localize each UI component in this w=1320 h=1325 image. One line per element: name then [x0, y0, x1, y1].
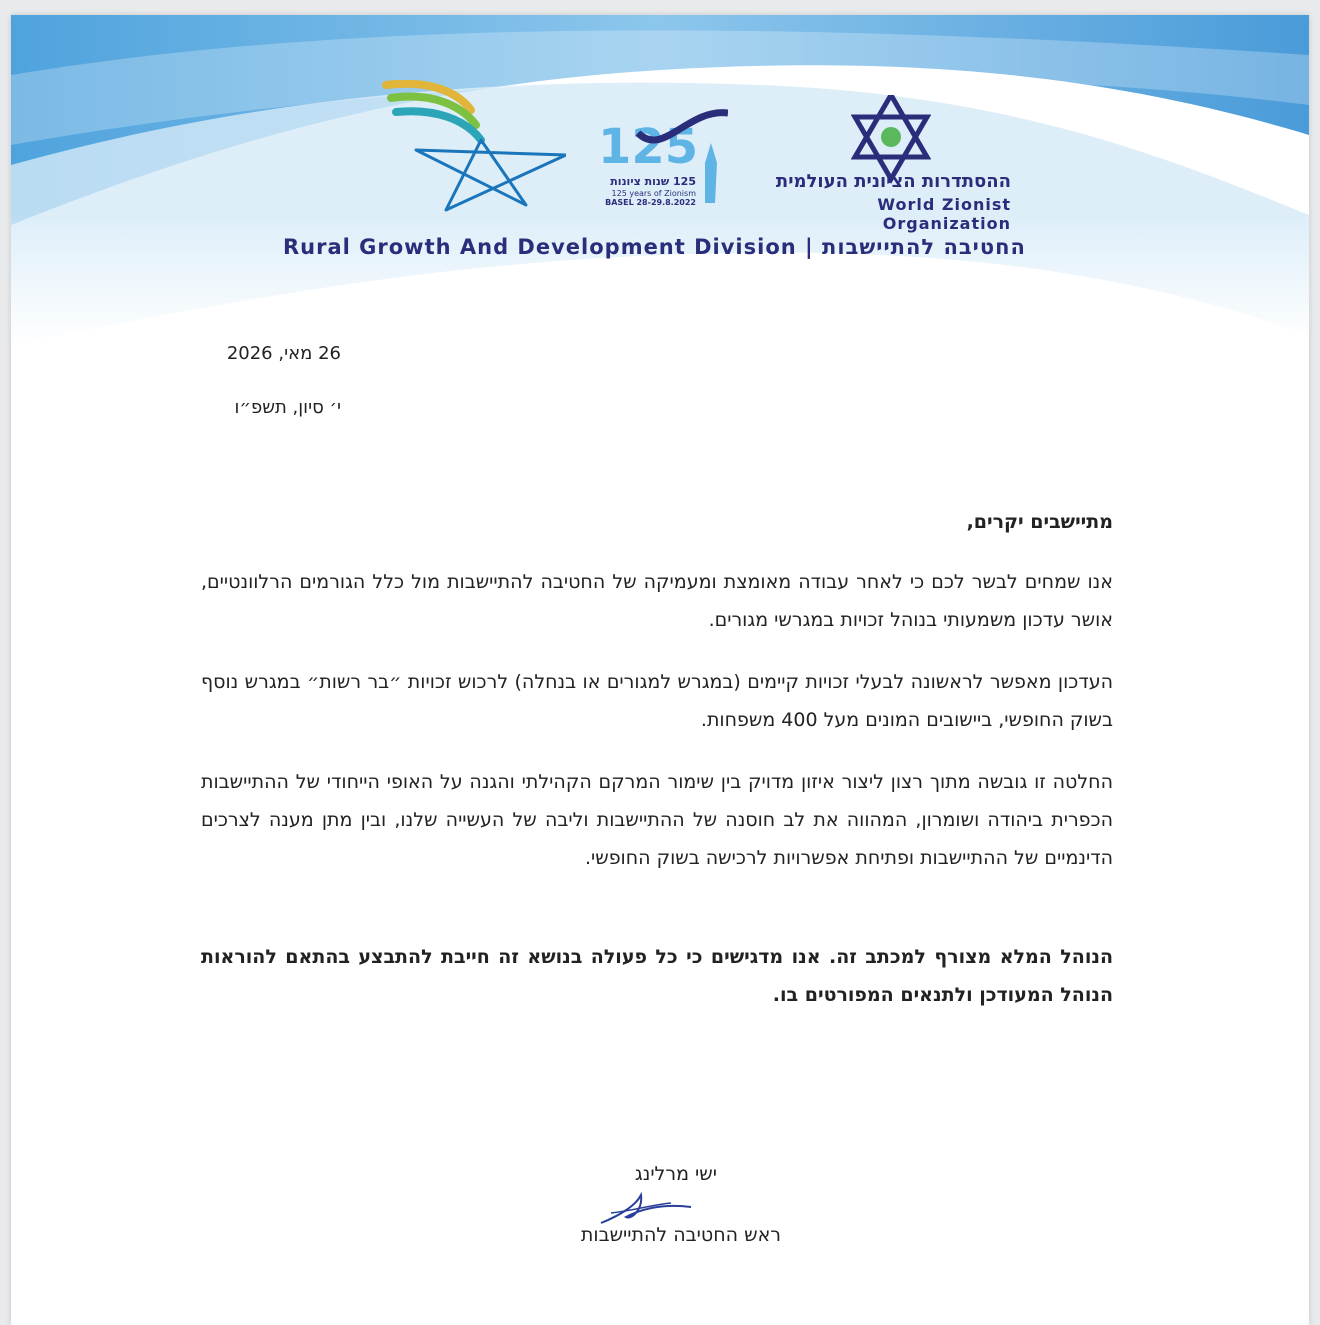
greeting-text: מתיישבים יקרים, — [966, 511, 1113, 533]
anniversary-place-text: BASEL 28-29.8.2022 — [605, 198, 696, 207]
date-gregorian: 26 מאי, 2026 — [226, 343, 341, 364]
greeting — [201, 503, 1113, 541]
paragraph-3: החלטה זו גובשה מתוך רצון ליצור איזון מדויק בין שימור המרקם הקהילתי והגנה על האופי הייחודי של ההתיישבות הכפרית ביהודה ושומרון, המהווה את לב חוסנה של ההתיישבות וליבה של העשייה שלנו, ובין מתן מענה לצרכים הדינמיים של ההתיישבות ופתיחת אפשרויות לרכישה בשוק החופשי. — [201, 771, 1113, 869]
division-title: Rural Growth And Development Division | החטיבה להתיישבות — [283, 235, 1026, 259]
paragraph-2: העדכון מאפשר לראשונה לבעלי זכויות קיימים (במגרש למגורים או בנחלה) לרכוש זכויות ״בר רשות״ במגרש נוסף בשוק החופשי, ביישובים המונים מעל 400 משפחות. — [201, 671, 1113, 731]
signer-name: ישי מרלינג — [634, 1163, 717, 1185]
date-hebrew: י׳ סיון, תשפ״ו — [234, 397, 341, 418]
wzo-name-english: World Zionist Organization — [877, 195, 1011, 233]
anniversary-english-text: 125 years of Zionism — [611, 189, 696, 198]
anniversary-hebrew-text: 125 שנות ציונות — [610, 175, 696, 188]
letter-page — [11, 15, 1309, 1325]
svg-text:125: 125 — [598, 119, 699, 175]
wzo-name-hebrew: ההסתדרות הציונית העולמית — [775, 171, 1011, 192]
signer-title: ראש החטיבה להתיישבות — [580, 1224, 781, 1246]
bird-star-logo — [376, 80, 566, 215]
closing-paragraph: הנוהל המלא מצורף למכתב זה. אנו מדגישים כי כל פעולה בנושא זה חייבת להתבצע בהתאם להוראות הנוהל המעודכן ולתנאים המפורטים בו. — [201, 946, 1113, 1006]
paragraph-1: אנו שמחים לבשר לכם כי לאחר עבודה מאומצת ומעמיקה של החטיבה להתיישבות מול כלל הגורמים הרלוונטיים, אושר עדכון משמעותי בנוהל זכויות במגרשי מגורים. — [201, 571, 1113, 631]
